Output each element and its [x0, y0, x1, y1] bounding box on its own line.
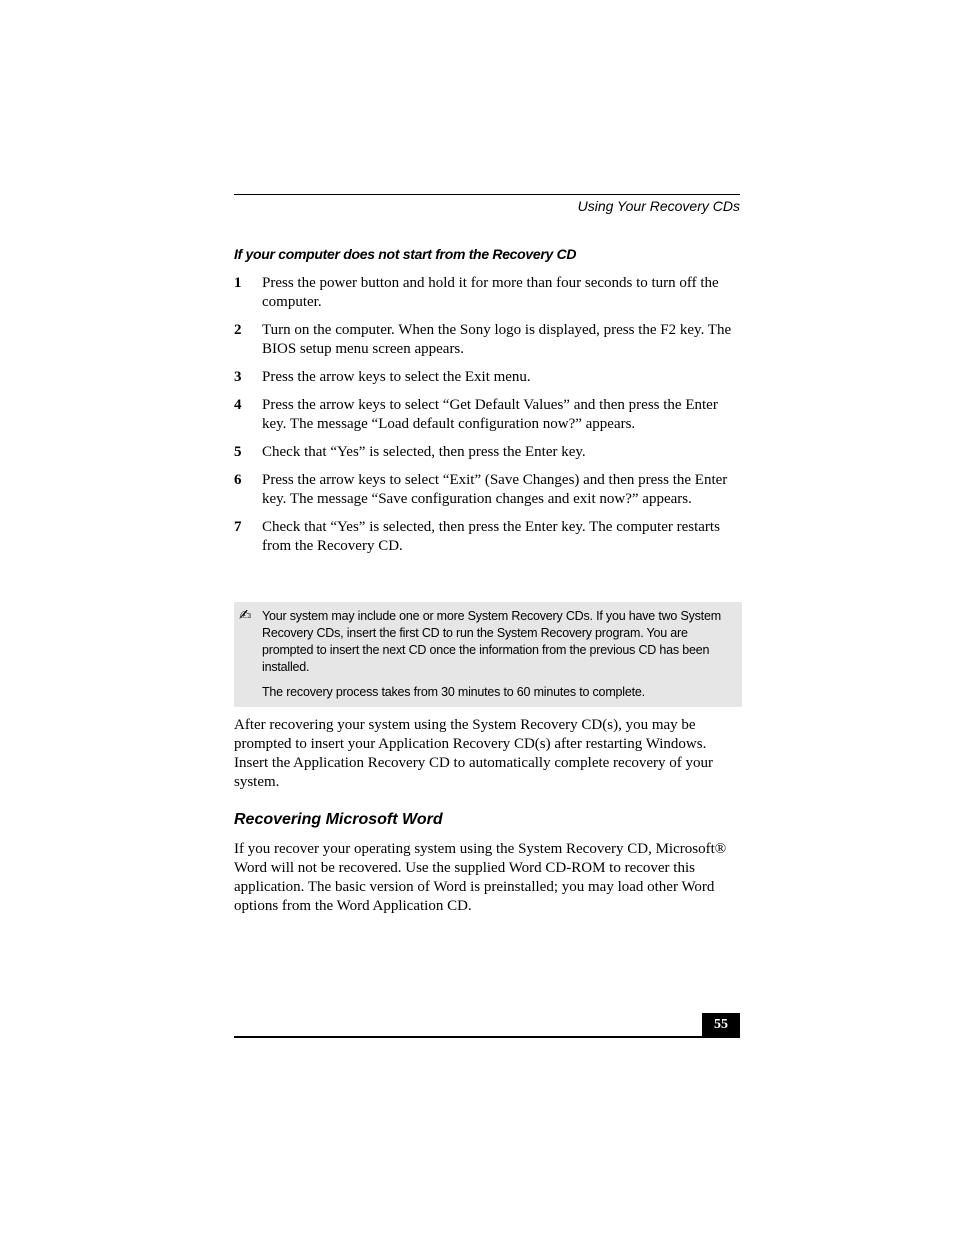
step-number: 6 — [234, 472, 242, 488]
section-paragraph: If you recover your operating system using the System Recovery CD, Microsoft® Word will not be recovered. Use the supplied Word CD-ROM to recover this application. The basic version of Word is preinstalled; you may load other Word options from the Word Application CD. — [234, 841, 727, 914]
step-text: Press the arrow keys to select “Exit” (Save Changes) and then press the Enter key. The message “Save configuration changes and exit now?” appears. — [262, 472, 728, 507]
list-item — [234, 518, 740, 556]
footer-rule — [234, 1036, 740, 1038]
list-item — [234, 368, 740, 387]
step-text: Check that “Yes” is selected, then press the Enter key. The computer restarts from the Recovery CD. — [262, 519, 720, 554]
step-number: 5 — [234, 444, 242, 460]
step-number: 2 — [234, 322, 242, 338]
subsection-title: If your computer does not start from the Recovery CD — [234, 246, 577, 262]
body-paragraph: After recovering your system using the System Recovery CD(s), you may be prompted to insert your Application Recovery CD(s) after restarting Windows. Insert the Application Recovery CD to automatically complete recovery of your system. — [234, 717, 714, 790]
list-item — [234, 274, 740, 312]
note-text — [262, 608, 736, 709]
step-text: Press the power button and hold it for more than four seconds to turn off the computer. — [262, 275, 719, 310]
running-head: Using Your Recovery CDs — [577, 198, 740, 214]
header-rule — [234, 194, 740, 195]
step-text: Press the arrow keys to select the Exit menu. — [262, 369, 531, 385]
section-title: Recovering Microsoft Word — [234, 811, 443, 828]
list-item — [234, 396, 740, 434]
step-number: 1 — [234, 275, 242, 291]
step-number: 7 — [234, 519, 242, 535]
step-number: 4 — [234, 397, 242, 413]
list-item — [234, 321, 740, 359]
note-box — [234, 602, 742, 707]
note-paragraph: Your system may include one or more System Recovery CDs. If you have two System Recovery CDs, insert the first CD to run the System Recovery program. You are prompted to insert the next CD once the information from the previous CD has been installed. — [262, 609, 721, 674]
step-text: Check that “Yes” is selected, then press the Enter key. — [262, 444, 586, 460]
list-item — [234, 471, 740, 509]
step-text: Turn on the computer. When the Sony logo is displayed, press the F2 key. The BIOS setup menu screen appears. — [262, 322, 732, 357]
page-number: 55 — [702, 1013, 740, 1036]
step-text: Press the arrow keys to select “Get Default Values” and then press the Enter key. The message “Load default configuration now?” appears. — [262, 397, 718, 432]
list-item — [234, 443, 740, 462]
step-number: 3 — [234, 369, 242, 385]
pencil-note-icon: ✍ — [239, 606, 252, 624]
steps-list — [234, 274, 740, 565]
note-paragraph: The recovery process takes from 30 minutes to 60 minutes to complete. — [262, 685, 645, 699]
